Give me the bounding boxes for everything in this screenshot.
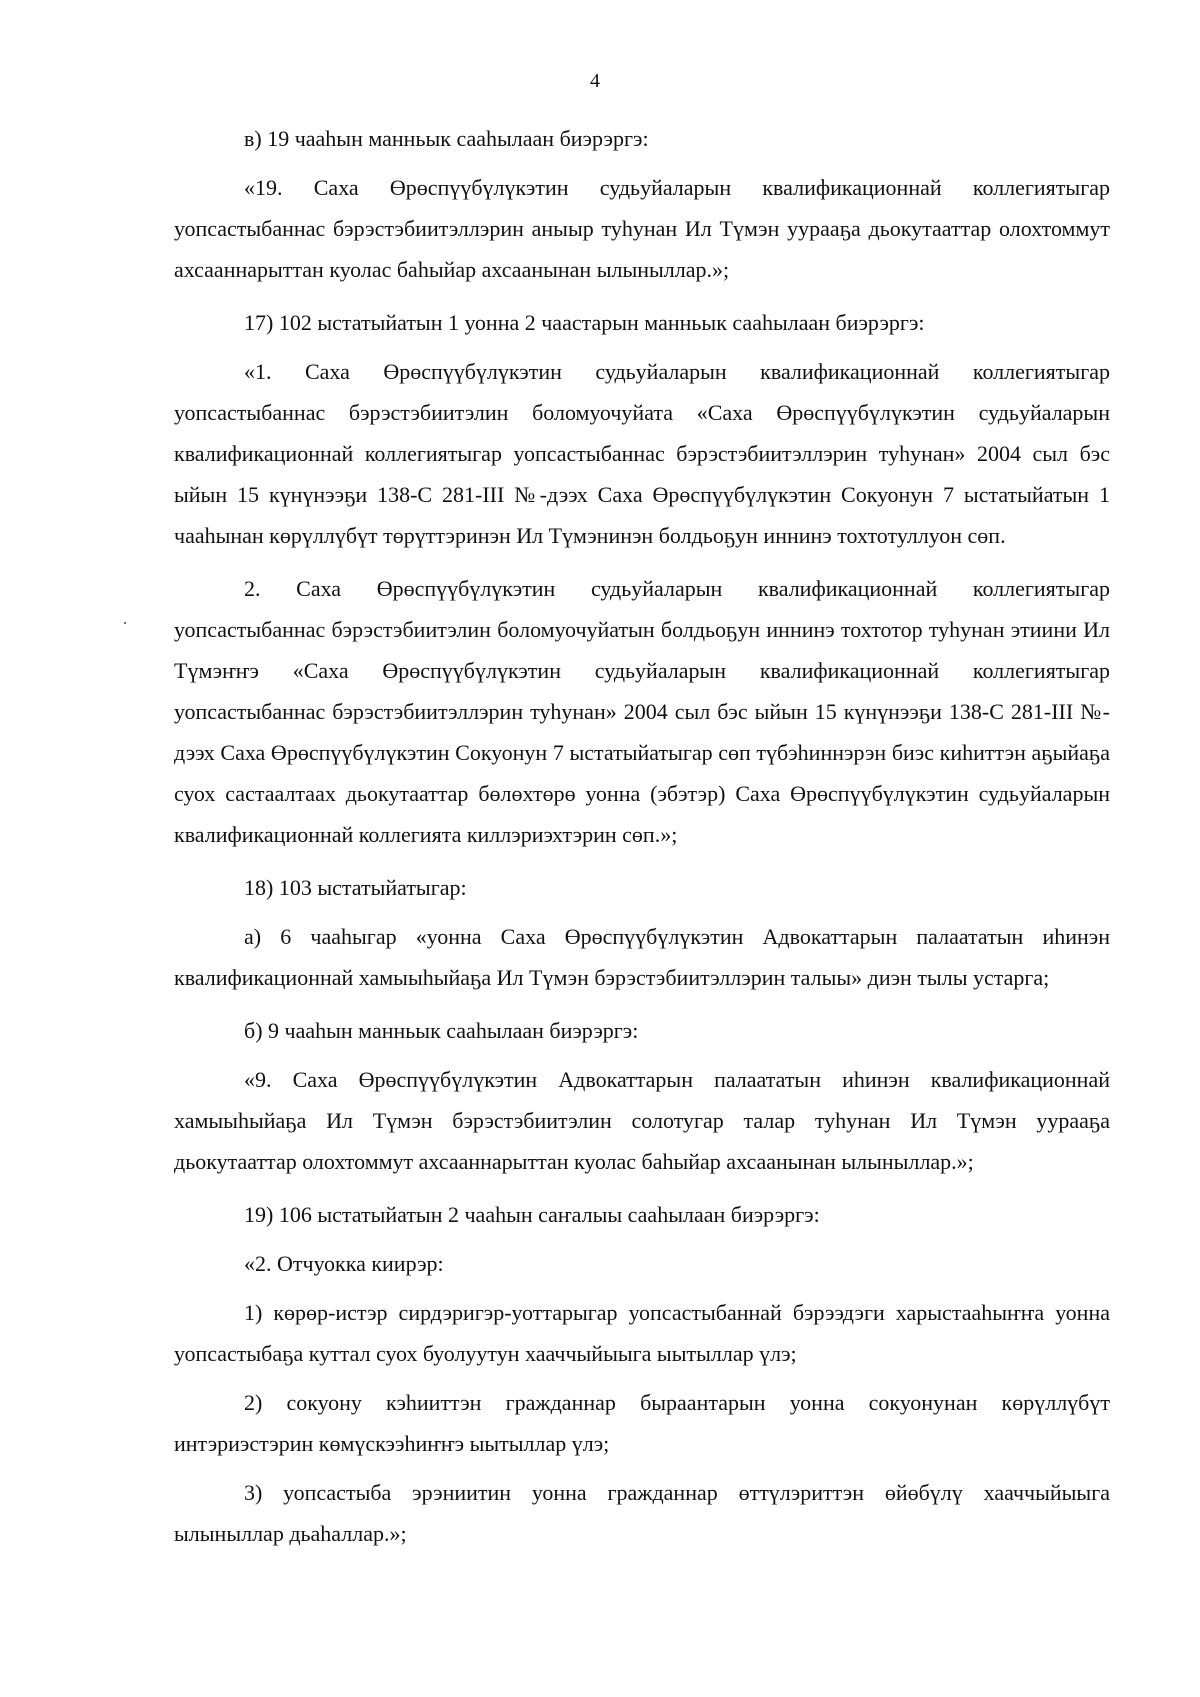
paragraph: «2. Отчуокка киирэр: xyxy=(244,1251,444,1276)
paragraph: в) 19 чааһын манньык сааһылаан биэрэргэ: xyxy=(244,126,649,151)
paragraph: б) 9 чааһын манньык сааһылаан биэрэргэ: xyxy=(244,1018,639,1043)
paragraph: 1) көрөр-истэр сирдэригэр-уоттарыгар уопсастыбаннай бэрээдэги харыстааһыҥҥа уонна уопсастыбаҕа куттал суох буолуутун хааччыйыыга ыытыллар үлэ; xyxy=(174,1300,1110,1366)
scan-speck xyxy=(124,622,126,624)
paragraph: 19) 106 ыстатыйатын 2 чааһын саҥалыы сааһылаан биэрэргэ: xyxy=(244,1202,820,1227)
document-body xyxy=(174,118,1110,1562)
paragraph: 17) 102 ыстатыйатын 1 уонна 2 чаастарын манньык сааһылаан биэрэргэ: xyxy=(244,310,925,335)
paragraph: «1. Саха Өрөспүүбүлүкэтин судьуйаларын квалификационнай коллегиятыгар уопсастыбаннас бэрэстэбиитэлин боломуочуйата «Саха Өрөспүүбүлүкэтин судьуйаларын квалификационнай коллегиятыгар уопсастыбаннас бэрэстэбиитэллэрин туһунан» 2004 сыл бэс ыйын 15 күнүнээҕи 138-С 281-III №-дээх Саха Өрөспүүбүлүкэтин Сокуонун 7 ыстатыйатын 1 чааһынан көрүллүбүт төрүттэринэн Ил Түмэнинэн болдьоҕун иннинэ тохтотуллуон сөп. xyxy=(174,359,1110,548)
paragraph: 3) уопсастыба эрэниитин уонна гражданнар өттүлэриттэн өйөбүлү хааччыйыыга ылыныллар дьаһаллар.»; xyxy=(174,1480,1110,1546)
paragraph: 2. Саха Өрөспүүбүлүкэтин судьуйаларын квалификационнай коллегиятыгар уопсастыбаннас бэрэстэбиитэлин боломуочуйатын болдьоҕун иннинэ тохтотор туһунан этиини Ил Түмэҥҥэ «Саха Өрөспүүбүлүкэтин судьуйаларын квалификационнай коллегиятыгар уопсастыбаннас бэрэстэбиитэллэрин туһунан» 2004 сыл бэс ыйын 15 күнүнээҕи 138-С 281-III №-дээх Саха Өрөспүүбүлүкэтин Сокуонун 7 ыстатыйатыгар сөп түбэһиннэрэн биэс киһиттэн аҕыйаҕа суох састаалтаах дьокутааттар бөлөхтөрө уонна (эбэтэр) Саха Өрөспүүбүлүкэтин судьуйаларын квалификационнай коллегията киллэриэхтэрин сөп.»; xyxy=(174,576,1110,847)
page-number: 4 xyxy=(590,70,600,92)
paragraph: 18) 103 ыстатыйатыгар: xyxy=(244,875,467,900)
paragraph: «19. Саха Өрөспүүбүлүкэтин судьуйаларын квалификационнай коллегиятыгар уопсастыбаннас бэрэстэбиитэллэрин аныыр туһунан Ил Түмэн уурааҕа дьокутааттар олохтоммут ахсааннарыттан куолас баһыйар ахсаанынан ылыныллар.»; xyxy=(174,175,1110,282)
paragraph: а) 6 чааһыгар «уонна Саха Өрөспүүбүлүкэтин Адвокаттарын палаататын иһинэн квалификационнай хамыыһыйаҕа Ил Түмэн бэрэстэбиитэллэрин талыы» диэн тылы устарга; xyxy=(174,924,1110,990)
paragraph: 2) сокуону кэһииттэн гражданнар быраантарын уонна сокуонунан көрүллүбүт интэриэстэрин көмүскээһиҥҥэ ыытыллар үлэ; xyxy=(174,1390,1110,1456)
paragraph: «9. Саха Өрөспүүбүлүкэтин Адвокаттарын палаататын иһинэн квалификационнай хамыыһыйаҕа Ил Түмэн бэрэстэбиитэлин солотугар талар туһунан Ил Түмэн уурааҕа дьокутааттар олохтоммут ахсааннарыттан куолас баһыйар ахсаанынан ылыныллар.»; xyxy=(174,1067,1110,1174)
